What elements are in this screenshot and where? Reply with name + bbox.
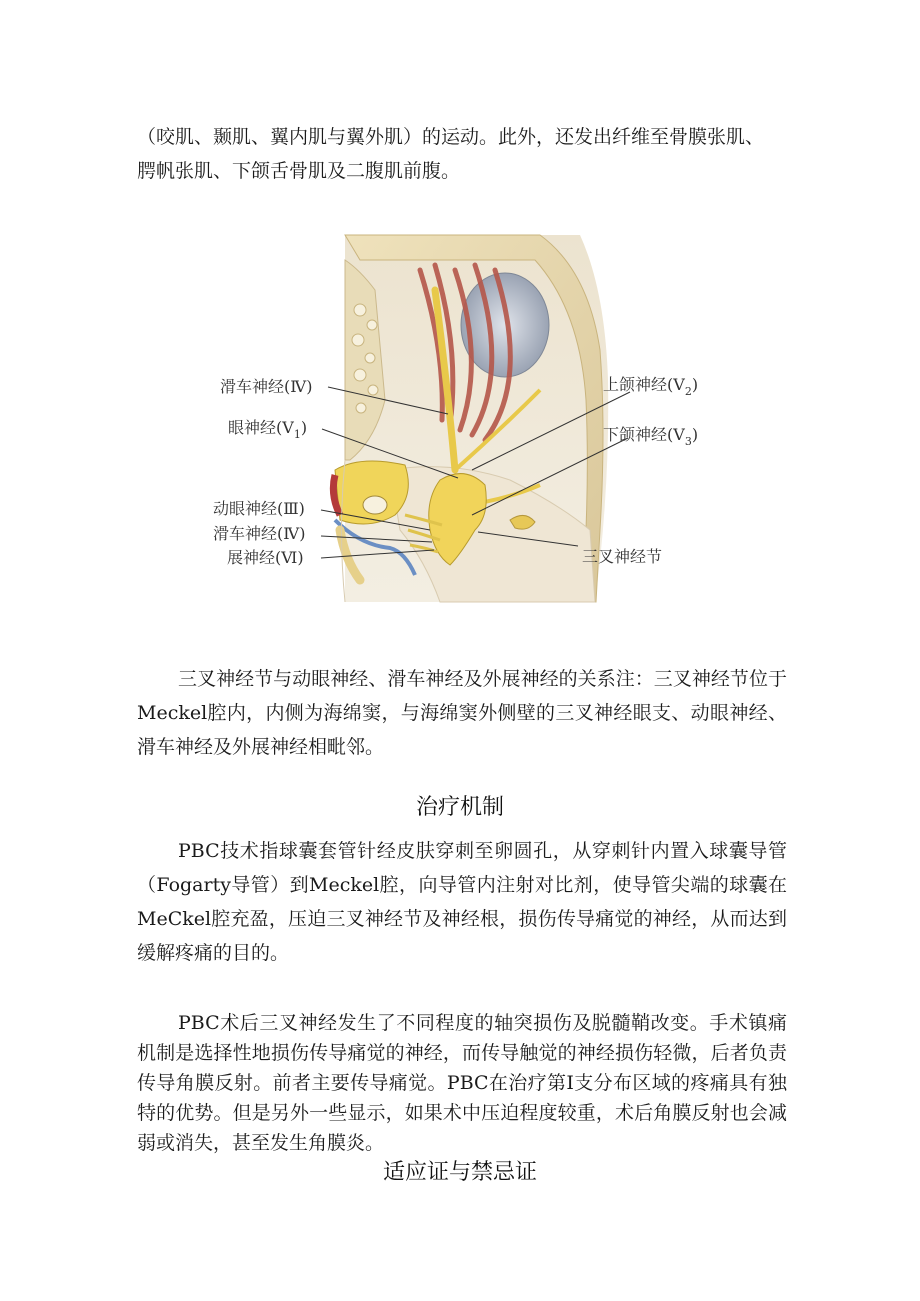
label-trochlear-bottom: 滑车神经(Ⅳ) [213, 524, 306, 543]
label-ophthalmic: 眼神经$(V_1)$ [228, 418, 308, 441]
carotid-lumen [363, 496, 387, 514]
heading-indications: 适应证与禁忌证 [382, 1160, 537, 1185]
label-abducens: 展神经(Ⅵ) [227, 548, 304, 567]
heading-treatment-mechanism: 治疗机制 [415, 795, 504, 820]
intro-line-2: 腭帆张肌、下颌舌骨肌及二腹肌前腹。 [137, 160, 461, 182]
figure-caption-paragraph: 三叉神经节与动眼神经、滑车神经及外展神经的关系注：三叉神经节位于Meckel腔内，内侧为海绵窦，与海绵窦外侧壁的三叉神经眼支、动眼神经、滑车神经及外展神经相毗邻。 [137, 668, 787, 758]
label-mandibular: 下颌神经$(V_3)$ [603, 425, 699, 448]
intro-paragraph [137, 120, 787, 188]
intro-line-1: （咬肌、颞肌、翼内肌与翼外肌）的运动。此外，还发出纤维至骨膜张肌、 [137, 126, 765, 148]
mechanism-paragraph-1: PBC技术指球囊套管针经皮肤穿刺至卵圆孔，从穿刺针内置入球囊导管（Fogarty导管）到Meckel腔，向导管内注射对比剂，使导管尖端的球囊在MeCkel腔充盈，压迫三叉神经节及神经根，损伤传导痛觉的神经，从而达到缓解疼痛的目的。 [137, 840, 787, 964]
label-oculomotor: 动眼神经(Ⅲ) [213, 499, 305, 518]
label-trigeminal-ganglion: 三叉神经节 [582, 547, 663, 566]
mechanism-paragraph-2: PBC术后三叉神经发生了不同程度的轴突损伤及脱髓鞘改变。手术镇痛机制是选择性地损伤传导痛觉的神经，而传导触觉的神经损伤轻微，后者负责传导角膜反射。前者主要传导痛觉。PBC在治疗第Ⅰ支分布区域的疼痛具有独特的优势。但是另外一些显示，如果术中压迫程度较重，术后角膜反射也会减弱或消失，甚至发生角膜炎。 [137, 1012, 787, 1154]
trigeminal-anatomy-illustration [210, 230, 700, 612]
label-trochlear-top: 滑车神经(Ⅳ) [220, 377, 313, 396]
anatomy-figure [210, 230, 700, 612]
label-maxillary: 上颌神经$(V_2)$ [603, 375, 699, 398]
eyeball [461, 273, 549, 377]
